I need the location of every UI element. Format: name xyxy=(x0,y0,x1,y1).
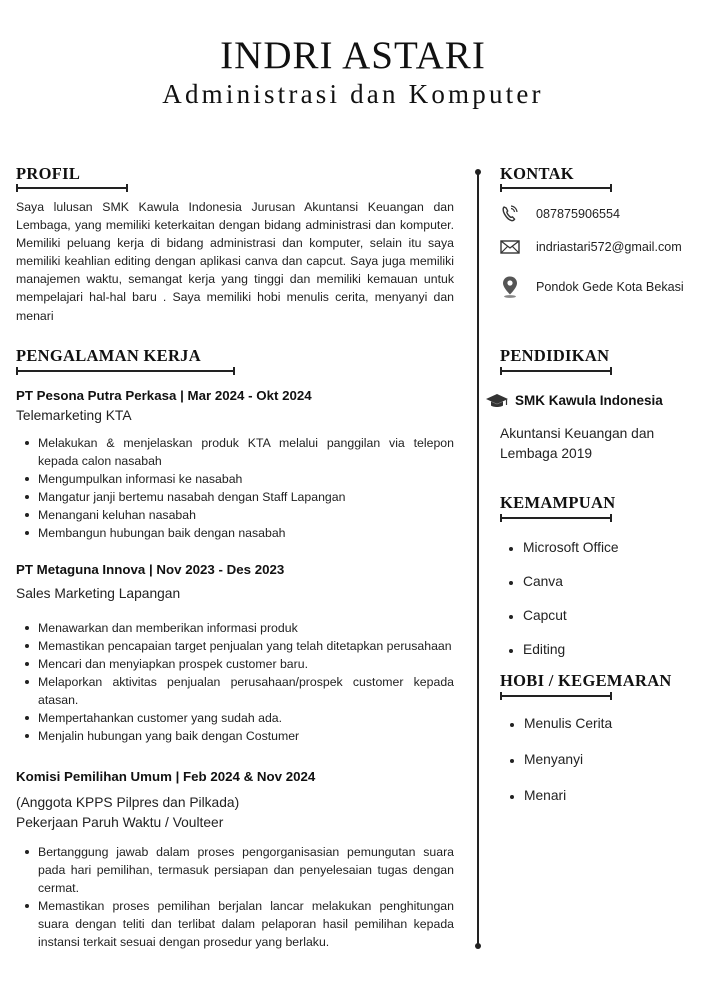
graduation-cap-icon xyxy=(485,392,509,410)
profil-text: Saya lulusan SMK Kawula Indonesia Jurusan Akuntansi Keuangan dan Lembaga, yang memiliki keterkaitan dengan bidang administrasi dan komputer. Memiliki peluang kerja di bidang administrasi dan komputer, selain itu saya memiliki keahlian editing dengan aplikasi canva dan capcut. Saya juga memiliki manajemen waktu, semangat kerja yang tinggi dan memiliki kemauan untuk mempelajari hal-hal baru . Saya memiliki hobi menulis cerita, menyanyi dan menari xyxy=(16,200,454,323)
list-item: Mangatur janji bertemu nasabah dengan Staff Lapangan xyxy=(16,488,454,506)
contact-address-row xyxy=(500,275,700,299)
job-title: Komisi Pemilihan Umum | Feb 2024 & Nov 2024 xyxy=(16,769,316,784)
kontak-heading: KONTAK xyxy=(500,164,574,183)
contact-phone-row xyxy=(500,202,700,226)
education-school: SMK Kawula Indonesia xyxy=(515,393,663,408)
list-item: Mencari dan menyiapkan prospek customer baru. xyxy=(16,655,454,673)
column-divider xyxy=(477,172,479,946)
kemampuan-rule xyxy=(500,517,612,519)
candidate-name: INDRI ASTARI xyxy=(220,34,486,77)
pengalaman-rule xyxy=(16,370,235,372)
profil-rule xyxy=(16,187,128,189)
education-detail: Akuntansi Keuangan dan Lembaga 2019 xyxy=(500,426,655,461)
list-item: Mempertahankan customer yang sudah ada. xyxy=(16,709,454,727)
hobi-heading: HOBI / KEGEMARAN xyxy=(500,671,672,690)
list-item: Melakukan & menjelaskan produk KTA melalui panggilan via telepon kepada calon nasabah xyxy=(16,434,454,470)
hobi-rule xyxy=(500,695,612,697)
pendidikan-heading: PENDIDIKAN xyxy=(500,346,610,365)
job-role: (Anggota KPPS Pilpres dan Pilkada) xyxy=(16,795,240,810)
job-title: PT Metaguna Innova | Nov 2023 - Des 2023 xyxy=(16,562,285,577)
contact-phone: 087875906554 xyxy=(536,207,621,221)
list-item: Memastikan proses pemilihan berjalan lancar melakukan penghitungan suara dengan teliti dan terlibat dalam pelaporan hasil pemilihan kepada instansi terkait sesuai dengan prosedur yang berlaku. xyxy=(16,897,454,951)
job-title: PT Pesona Putra Perkasa | Mar 2024 - Okt 2024 xyxy=(16,388,312,403)
pengalaman-heading: PENGALAMAN KERJA xyxy=(16,346,201,365)
contact-address: Pondok Gede Kota Bekasi xyxy=(536,280,684,294)
list-item: Bertanggung jawab dalam proses pengorganisasian pemungutan suara pada hari pemilihan, termasuk persiapan dan penyelesaian tugas dengan cermat. xyxy=(16,843,454,897)
list-item: Membangun hubungan baik dengan nasabah xyxy=(16,524,454,542)
profil-heading: PROFIL xyxy=(16,164,81,183)
list-item: Menangani keluhan nasabah xyxy=(16,506,454,524)
kontak-rule xyxy=(500,187,612,189)
list-item: Melaporkan aktivitas penjualan perusahaan/prospek customer kepada atasan. xyxy=(16,673,454,709)
job-role: Sales Marketing Lapangan xyxy=(16,586,181,601)
pendidikan-rule xyxy=(500,370,612,372)
contact-email-row xyxy=(500,235,700,259)
list-item: Memastikan pencapaian target penjualan yang telah ditetapkan perusahaan xyxy=(16,637,454,655)
job-bullets xyxy=(16,843,454,951)
job-role-secondary: Pekerjaan Paruh Waktu / Voulteer xyxy=(16,815,224,830)
list-item: Menjalin hubungan yang baik dengan Costumer xyxy=(16,727,454,745)
list-item: Mengumpulkan informasi ke nasabah xyxy=(16,470,454,488)
contact-email: indriastari572@gmail.com xyxy=(536,240,682,254)
mail-icon xyxy=(500,235,520,259)
job-role: Telemarketing KTA xyxy=(16,408,132,423)
candidate-subtitle: Administrasi dan Komputer xyxy=(162,79,544,109)
location-pin-icon xyxy=(500,275,520,299)
job-bullets xyxy=(16,619,454,745)
kemampuan-heading: KEMAMPUAN xyxy=(500,493,616,512)
job-bullets xyxy=(16,434,454,542)
list-item: Menawarkan dan memberikan informasi produk xyxy=(16,619,454,637)
phone-icon xyxy=(500,202,520,226)
